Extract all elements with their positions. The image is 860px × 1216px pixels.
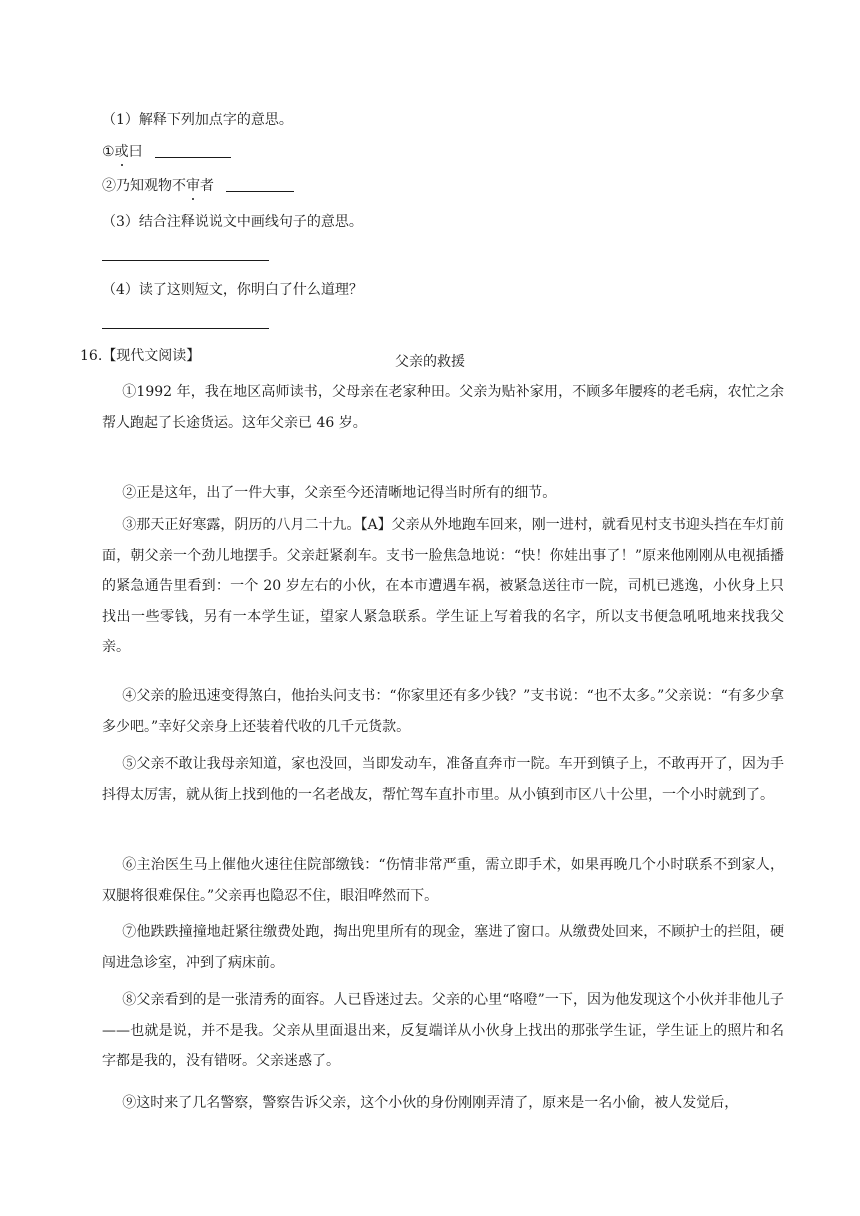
section-header: 16.【现代文阅读】 (80, 348, 201, 364)
paragraph-3: ③那天正好寒露，阴历的八月二十九。【A】父亲从外地跑车回来，刚一进村，就看见村支书迎头挡在车灯前面，朝父亲一个劲儿地摆手。父亲赶紧刹车。支书一脸焦急地说：“快！你娃出事了！”原来他刚刚从电视插播的紧急通告里看到：一个 20 岁左右的小伙，在本市遭遇车祸，被紧急送往市一院，司机已逃逸，小伙身上只找出一些零钱，另有一本学生证，望家人紧急联系。学生证上写着我的名字，所以支书便急吼吼地来找我父亲。 (102, 517, 784, 655)
paragraph-4: ④父亲的脸迅速变得煞白，他抬头问支书：“你家里还有多少钱？”支书说：“也不太多。”父亲说：“有多少拿多少吧。”幸好父亲身上还装着代收的几千元货款。 (102, 688, 784, 735)
paragraph-7: ⑦他跌跌撞撞地赶紧往缴费处跑，掏出兜里所有的现金，塞进了窗口。从缴费处回来，不顾护士的拦阻，硬闯进急诊室，冲到了病床前。 (102, 924, 784, 971)
paragraph-8: ⑧父亲看到的是一张清秀的面容。人已昏迷过去。父亲的心里“咯噔”一下，因为他发现这个小伙并非他儿子——也就是说，并不是我。父亲从里面退出来，反复端详从小伙身上找出的那张学生证，学生证上的照片和名字都是我的，没有错呀。父亲迷惑了。 (102, 992, 784, 1069)
answer-blank[interactable] (226, 177, 294, 192)
paragraph-5: ⑤父亲不敢让我母亲知道，家也没回，当即发动车，准备直奔市一院。车开到镇子上，不敢再开了，因为手抖得太厉害，就从街上找到他的一名老战友，帮忙驾车直扑市里。从小镇到市区八十公里，一个小时就到了。 (102, 756, 784, 803)
question-3: （3）结合注释说说文中画线句子的意思。 (102, 214, 363, 230)
question-1: （1）解释下列加点字的意思。 (102, 112, 293, 128)
paragraph-1: ①1992 年，我在地区高师读书，父母亲在老家种田。父亲为贴补家用，不顾多年腰疼的老毛病，农忙之余帮人跑起了长途货运。这年父亲已 46 岁。 (102, 384, 784, 431)
item-text: 乃知观物不 (116, 178, 186, 194)
answer-line-4[interactable] (102, 328, 269, 329)
question-1-item-2 (102, 176, 294, 196)
dotted-character: 或 (114, 144, 129, 160)
paragraph-6: ⑥主治医生马上催他火速往住院部缴钱：“伤情非常严重，需立即手术，如果再晚几个小时联系不到家人，双腿将很难保住。”父亲再也隐忍不住，眼泪哗然而下。 (102, 857, 784, 904)
item-number: ① (102, 144, 115, 160)
question-4: （4）读了这则短文，你明白了什么道理？ (102, 282, 363, 298)
dotted-character: 审 (186, 178, 200, 194)
passage-title: 父亲的救援 (395, 354, 465, 370)
paragraph-9: ⑨这时来了几名警察，警察告诉父亲，这个小伙的身份刚刚弄清了，原来是一名小偷，被人发觉后， (122, 1095, 739, 1111)
answer-blank[interactable] (155, 143, 231, 158)
item-number: ② (102, 178, 116, 194)
question-1-item-1 (102, 142, 231, 162)
answer-line-3[interactable] (102, 260, 269, 261)
item-text: 曰 (128, 144, 143, 160)
paragraph-2: ②正是这年，出了一件大事，父亲至今还清晰地记得当时所有的细节。 (122, 485, 557, 501)
item-text: 者 (200, 178, 214, 194)
